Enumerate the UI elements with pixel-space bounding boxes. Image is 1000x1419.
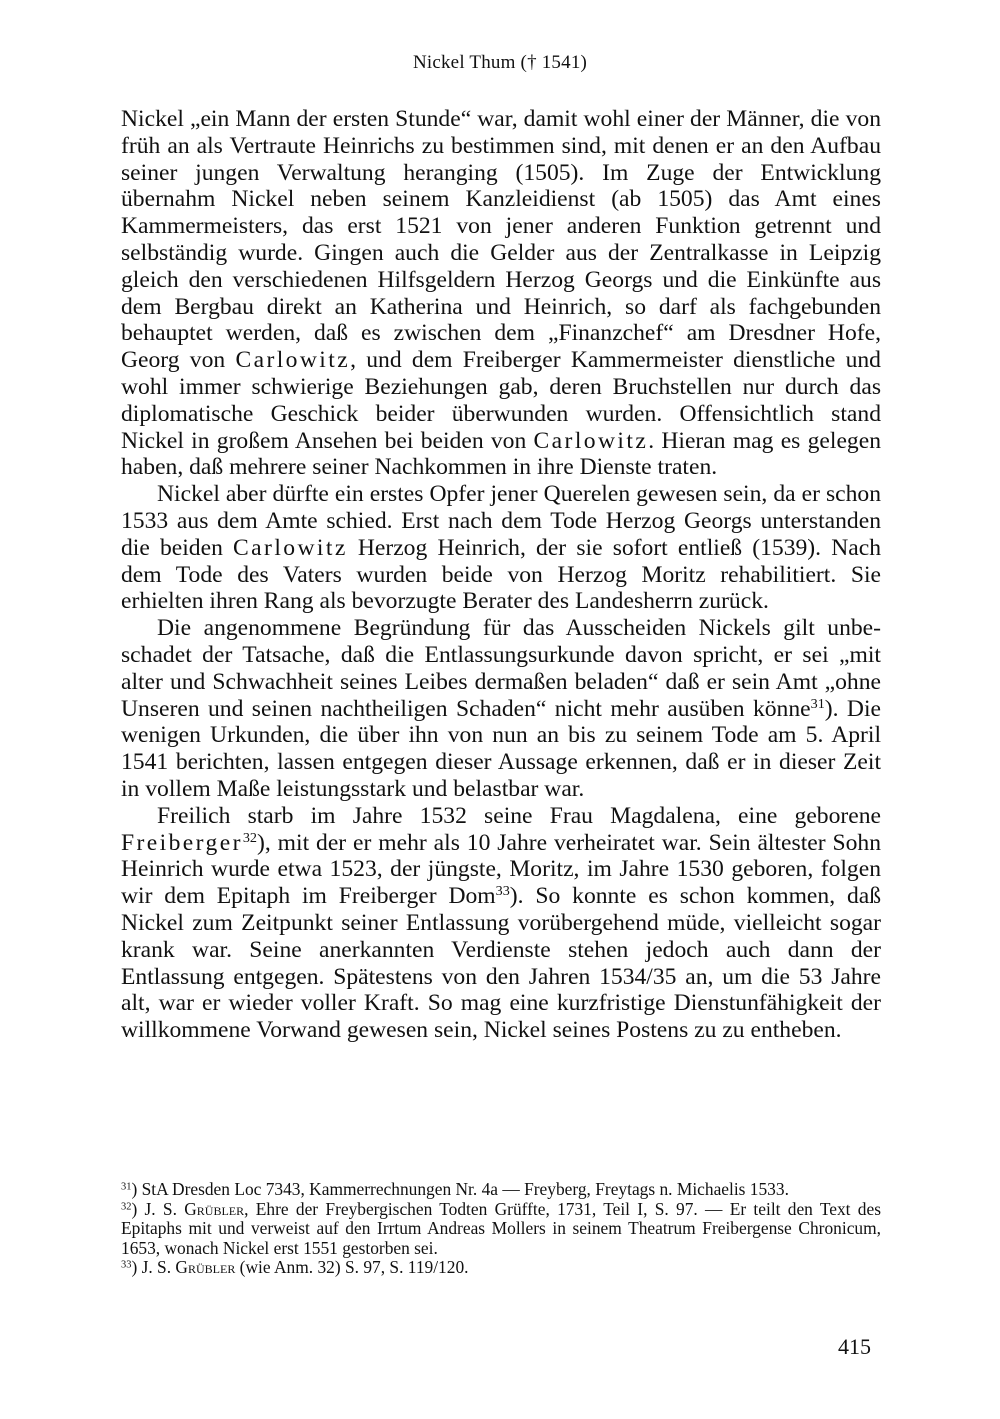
footnote-text: ) J. S.: [131, 1198, 185, 1219]
text-run: Nickel aber dürfte ein erstes Opfer jener Querelen gewesen sein, da er schon 1533 aus dem Amte schied. Erst nach dem Tode Herzog Georgs unterstanden die beiden: [121, 481, 881, 561]
main-text: [121, 106, 881, 1044]
footnote-ref-32[interactable]: 32: [242, 829, 257, 846]
footnote-ref-31[interactable]: 31: [810, 695, 825, 712]
author-name: Grübler: [184, 1198, 245, 1219]
footnotes: [121, 1180, 881, 1278]
text-run: Die angenommene Begründung für das Ausscheiden Nickels gilt unbeschadet der Tatsache, daß die Entlassungsurkunde davon spricht, er sei „mit alter und Schwachheit seines Leibes dermaßen beladen“ daß er sein Amt „ohne Unseren und seinen nachtheiligen Schaden“ nicht mehr ausüben könne: [121, 615, 881, 722]
text-run: ). So konnte es schon kommen, daß Nickel zum Zeitpunkt seiner Entlassung vorübergehend müde, vielleicht sogar krank war. Seine anerkannten Verdienste stehen jedoch auch dann der Entlassung entgegen. Spätestens von den Jahren 1534/35 an, um die 53 Jahre alt, war er wieder voller Kraft. So mag eine kurzfristige Dienstunfähigkeit der willkommene Vorwand gewesen sein, Nickel seines Postens zu zu entheben.: [121, 883, 882, 1044]
paragraph-4: [121, 803, 881, 1044]
page-number: 415: [838, 1334, 871, 1359]
name-carlowitz: Carlowitz: [235, 347, 351, 374]
footnote-31: [121, 1180, 881, 1200]
name-freiberger: Freiberger: [121, 829, 243, 856]
text-run: , und dem Freiberger Kammermeister dienstliche und wohl immer schwierige Beziehungen gab, deren Bruchstellen nur durch das diplomatische Geschick beider überwunden wurden. Offensichtlich stand Nickel in großem Ansehen bei beiden von: [121, 347, 881, 454]
text-run: Herzog Heinrich, der sie sofort entließ (1539). Nach dem Tode des Vaters wurden beide von Herzog Moritz rehabilitiert. Sie erhielten ihren Rang als bevorzugte Berater des Landesherrn zurück.: [121, 534, 881, 615]
paragraph-2: [121, 481, 881, 615]
footnote-number: 33: [121, 1259, 132, 1271]
footnote-32: [121, 1200, 881, 1259]
text-run: Freilich starb im Jahre 1532 seine Frau Magdalena, eine geborene: [157, 802, 881, 829]
footnote-text: , Ehre der Freybergischen Todten Grüffte, 1731, Teil I, S. 97. — Er teilt den Text des Epitaphs mit und verweist auf den Irrtum Andreas Mollers in seinem Theatrum Freibergense Chronicum, 1653, wonach Nickel erst 1551 gestorben sei.: [121, 1198, 881, 1258]
footnote-text: (wie Anm. 32) S. 97, S. 119/120.: [235, 1257, 469, 1278]
text-run: . Hieran mag es gelegen haben, daß mehrere seiner Nachkommen in ihre Dienste traten.: [121, 427, 881, 481]
footnote-number: 31: [121, 1181, 132, 1193]
text-run: ), mit der er mehr als 10 Jahre verheiratet war. Sein ältester Sohn Heinrich wurde etwa 1523, der jüngste, Moritz, im Jahre 1530 geboren, folgen wir dem Epitaph im Freiberger Dom: [121, 829, 881, 910]
footnote-33: [121, 1258, 881, 1278]
paragraph-3: [121, 615, 881, 803]
paragraph-1: [121, 106, 881, 481]
footnote-ref-33[interactable]: 33: [495, 883, 510, 900]
footnote-number: 32: [121, 1200, 132, 1212]
running-head: Nickel Thum († 1541): [412, 52, 588, 73]
text-run: Nickel „ein Mann der ersten Stunde“ war, damit wohl einer der Männer, die von früh an als Vertraute Heinrichs zu bestimmen sind, mit denen er an den Aufbau seiner jungen Verwaltung heranging (1505). Im Zuge der Entwicklung übernahm Nickel neben seinem Kanzleidienst (ab 1505) das Amt eines Kammermeisters, das erst 1521 von jener anderen Funktion getrennt und selbständig wurde. Gingen auch die Gelder aus der Zentralkasse in Leipzig gleich den verschiedenen Hilfsgeldern Herzog Georgs und die Einkünfte aus dem Bergbau direkt an Katherina und Heinrich, so darf als fachgebunden behauptet werden, daß es zwischen dem „Finanzchef“ am Dresdner Hofe, Georg von: [121, 106, 881, 374]
author-name: Grübler: [175, 1257, 236, 1278]
name-carlowitz: Carlowitz: [233, 534, 348, 561]
footnote-text: ) StA Dresden Loc 7343, Kammerrechnungen Nr. 4a — Freyberg, Freytags n. Michaelis 1533.: [131, 1179, 789, 1199]
footnote-text: ) J. S.: [131, 1257, 176, 1278]
name-carlowitz: Carlowitz: [533, 427, 649, 454]
text-run: ). Die wenigen Urkunden, die über ihn von nun an bis zu seinem Tode am 5. April 1541 berichten, lassen entgegen dieser Aussage erkennen, daß er in dieser Zeit in vollem Maße leistungsstark und belastbar war.: [121, 695, 881, 802]
